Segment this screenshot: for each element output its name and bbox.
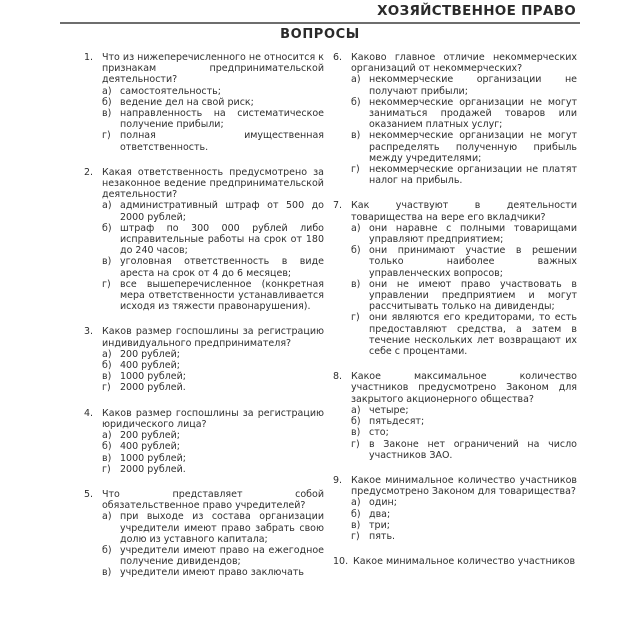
question-3 — [84, 326, 324, 393]
option-text: 400 рублей; — [120, 360, 180, 372]
answer-option — [351, 97, 577, 131]
option-letter: в) — [351, 427, 361, 439]
answer-option — [351, 405, 577, 416]
option-letter: а) — [102, 200, 112, 212]
answer-option — [351, 439, 577, 461]
option-text: учредители имеют право на ежегодное получение дивидендов; — [120, 544, 324, 568]
option-text: полная имущественная ответственность. — [120, 130, 324, 153]
option-letter: г) — [102, 463, 111, 475]
option-letter: а) — [102, 348, 112, 360]
question-text: Что из нижеперечисленного не относится к признакам предпринимательской деятельности? — [102, 52, 324, 86]
option-text: в Законе нет ограничений на число участников ЗАО. — [369, 438, 577, 461]
option-text: 1000 рублей; — [120, 371, 186, 383]
option-text: учредители имеют право заключать — [120, 567, 304, 579]
question-number: 5. — [84, 488, 94, 500]
option-letter: в) — [351, 278, 361, 290]
answer-option — [351, 312, 577, 357]
question-text: Какое минимальное количество участников — [353, 556, 576, 568]
option-letter: в) — [351, 130, 361, 142]
option-text: три; — [369, 519, 390, 531]
option-letter: б) — [102, 96, 112, 108]
option-letter: в) — [102, 256, 112, 268]
answer-option — [351, 427, 577, 438]
option-letter: б) — [102, 544, 112, 556]
answer-option — [102, 223, 324, 257]
option-letter: г) — [351, 530, 360, 542]
answer-option — [102, 545, 324, 567]
option-text: 1000 рублей; — [120, 452, 186, 464]
answer-option — [102, 130, 324, 152]
answer-option — [102, 371, 324, 382]
answer-option — [102, 464, 324, 475]
question-text: Что представляет собой обязательственное право учредителей? — [102, 488, 324, 512]
answer-option — [102, 97, 324, 108]
option-letter: б) — [102, 222, 112, 234]
option-letter: а) — [102, 85, 112, 97]
question-number: 3. — [84, 326, 94, 338]
option-letter: а) — [351, 497, 361, 509]
option-letter: в) — [102, 108, 112, 120]
answer-option — [351, 520, 577, 531]
question-text: Каково главное отличие некоммерческих организаций от некоммерческих? — [351, 52, 577, 75]
page-title: ВОПРОСЫ — [280, 27, 360, 42]
question-2 — [84, 167, 324, 313]
option-text: ведение дел на свой риск; — [120, 96, 254, 108]
question-text: Какая ответственность предусмотрено за незаконное ведение предпринимательской деятельности? — [102, 166, 324, 201]
option-text: некоммерческие организации не получают прибыли; — [369, 74, 577, 97]
running-header — [60, 0, 580, 24]
option-text: 2000 рублей. — [120, 463, 186, 475]
question-9 — [333, 475, 577, 542]
option-letter: б) — [351, 416, 361, 428]
answer-option — [102, 511, 324, 545]
option-letter: г) — [102, 278, 111, 290]
option-letter: г) — [102, 382, 111, 394]
option-letter: а) — [351, 74, 361, 86]
option-text: штраф по 300 000 рублей либо исправительные работы на срок от 180 до 240 часов; — [120, 222, 324, 257]
answer-option — [102, 441, 324, 452]
answer-option — [102, 256, 324, 278]
option-text: пять. — [369, 530, 396, 542]
question-number: 4. — [84, 407, 94, 419]
option-text: 200 рублей; — [120, 348, 180, 360]
option-letter: б) — [102, 441, 112, 453]
option-text: некоммерческие организации не платят налог на прибыль. — [369, 164, 577, 187]
option-letter: а) — [102, 430, 112, 442]
answer-option — [351, 245, 577, 279]
left-column — [84, 52, 324, 579]
question-4 — [84, 408, 324, 475]
answer-option — [102, 382, 324, 393]
option-letter: в) — [102, 371, 112, 383]
option-letter: б) — [351, 245, 361, 257]
question-number: 6. — [333, 52, 343, 63]
question-number: 7. — [333, 200, 343, 212]
option-letter: а) — [102, 511, 112, 523]
option-letter: б) — [351, 508, 361, 520]
option-text: самостоятельность; — [120, 85, 221, 97]
answer-option — [102, 108, 324, 130]
option-text: некоммерческие организации не могут заниматься продажей товаров или оказанием платных услуг; — [369, 96, 577, 131]
option-text: они принимают участие в решении только наиболее важных управленческих вопросов; — [369, 245, 577, 279]
question-number: 1. — [84, 52, 94, 63]
question-text: Каков размер госпошлины за регистрацию индивидуального предпринимателя? — [102, 326, 324, 349]
answer-option — [102, 453, 324, 464]
answer-option — [351, 223, 577, 245]
option-text: при выходе из состава организации учредители имеют право забрать свою долю из уставного капитала; — [120, 511, 324, 545]
option-letter: б) — [102, 360, 112, 372]
question-7 — [333, 200, 577, 357]
answer-option — [102, 349, 324, 360]
option-text: все вышеперечисленное (конкретная мера ответственности устанавливается исходя из тяжести правонарушения). — [120, 278, 324, 313]
answer-option — [351, 416, 577, 427]
question-text: Как участвуют в деятельности товарищества на вере его вкладчики? — [351, 200, 577, 223]
answer-option — [102, 86, 324, 97]
question-text: Какое максимальное количество участников предусмотрено Законом для закрытого акционерного общества? — [351, 371, 577, 405]
answer-option — [351, 497, 577, 508]
question-number: 2. — [84, 166, 94, 178]
question-5 — [84, 489, 324, 579]
option-letter: г) — [351, 438, 360, 450]
question-number: 10. — [333, 556, 349, 568]
option-text: административный штраф от 500 до 2000 рублей; — [120, 200, 324, 223]
option-text: два; — [369, 508, 391, 520]
option-letter: г) — [102, 130, 111, 142]
option-text: направленность на систематическое получение прибыли; — [120, 108, 324, 131]
answer-option — [102, 360, 324, 371]
option-text: один; — [369, 497, 397, 509]
answer-option — [102, 567, 324, 578]
question-number: 9. — [333, 474, 343, 486]
option-text: 2000 рублей. — [120, 382, 186, 394]
option-letter: г) — [351, 164, 360, 176]
question-1 — [84, 52, 324, 153]
running-header-title: ХОЗЯЙСТВЕННОЕ ПРАВО — [377, 3, 576, 19]
right-column — [333, 52, 577, 567]
option-text: четыре; — [369, 404, 409, 416]
option-letter: а) — [351, 404, 361, 416]
option-text: 400 рублей; — [120, 441, 180, 453]
option-text: сто; — [369, 427, 389, 439]
option-letter: в) — [351, 519, 361, 531]
answer-option — [351, 164, 577, 186]
answer-option — [102, 200, 324, 222]
answer-option — [351, 531, 577, 542]
question-10 — [333, 556, 577, 567]
question-8 — [333, 371, 577, 461]
question-text: Какое минимальное количество участников предусмотрено Законом для товарищества? — [351, 474, 577, 498]
question-6 — [333, 52, 577, 186]
answer-option — [351, 509, 577, 520]
answer-option — [102, 279, 324, 313]
option-text: некоммерческие организации не могут распределять полученную прибыль между учредителями; — [369, 130, 577, 164]
answer-option — [351, 279, 577, 313]
option-text: 200 рублей; — [120, 430, 180, 442]
answer-option — [351, 130, 577, 164]
option-letter: в) — [102, 567, 112, 579]
option-letter: а) — [351, 222, 361, 234]
option-letter: в) — [102, 452, 112, 464]
option-text: пятьдесят; — [369, 416, 425, 428]
option-text: они являются его кредиторами, то есть предоставляют средства, а затем в течение нескольких лет возвращают их себе с процентами. — [369, 312, 577, 358]
option-text: они не имеют право участвовать в управлении предприятием и могут рассчитывать только на дивиденды; — [369, 278, 577, 313]
question-number: 8. — [333, 371, 343, 383]
answer-option — [351, 74, 577, 96]
question-text: Каков размер госпошлины за регистрацию юридического лица? — [102, 407, 324, 430]
option-letter: б) — [351, 96, 361, 108]
option-text: они наравне с полными товарищами управляют предприятием; — [369, 222, 577, 246]
option-letter: г) — [351, 312, 360, 324]
option-text: уголовная ответственность в виде ареста на срок от 4 до 6 месяцев; — [120, 256, 324, 279]
answer-option — [102, 430, 324, 441]
